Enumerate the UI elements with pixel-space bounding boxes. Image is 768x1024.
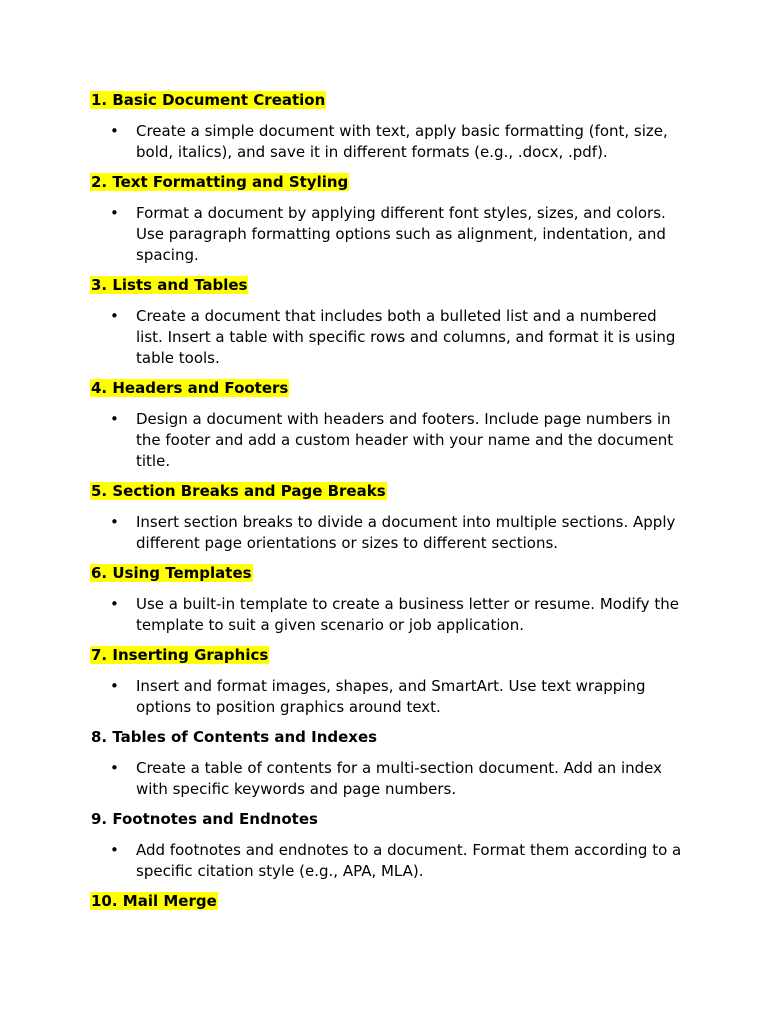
section-heading <box>90 378 690 399</box>
bullet-icon: • <box>110 410 119 428</box>
section-heading <box>90 172 690 193</box>
list-item-text: Insert section breaks to divide a document into multiple sections. Apply different page orientations or sizes to different sections. <box>136 513 676 552</box>
section-heading <box>90 90 690 111</box>
section-heading-text: 9. Footnotes and Endnotes <box>91 810 318 828</box>
section-spacer <box>90 912 690 922</box>
list-item <box>90 121 688 163</box>
document-section <box>90 727 690 800</box>
bullet-list <box>90 758 690 800</box>
document-section <box>90 563 690 636</box>
document-section <box>90 275 690 369</box>
bullet-icon: • <box>110 759 119 777</box>
section-heading <box>90 727 690 748</box>
list-item-text: Design a document with headers and footers. Include page numbers in the footer and add a custom header with your name and the document title. <box>136 410 674 470</box>
bullet-icon: • <box>110 841 119 859</box>
bullet-list <box>90 203 690 266</box>
bullet-list <box>90 306 690 369</box>
bullet-list <box>90 840 690 882</box>
section-heading-text: 2. Text Formatting and Styling <box>91 173 349 191</box>
section-heading <box>90 891 690 912</box>
section-heading <box>90 275 690 296</box>
document-section <box>90 891 690 922</box>
section-heading-text: 1. Basic Document Creation <box>91 91 326 109</box>
bullet-icon: • <box>110 307 119 325</box>
section-heading-text: 10. Mail Merge <box>91 892 217 910</box>
section-heading <box>90 481 690 502</box>
list-item-text: Use a built-in template to create a business letter or resume. Modify the template to suit a given scenario or job application. <box>136 595 679 634</box>
list-item <box>90 758 688 800</box>
list-item-text: Create a document that includes both a bulleted list and a numbered list. Insert a table with specific rows and columns, and format it is using table tools. <box>136 307 676 367</box>
document-section <box>90 481 690 554</box>
list-item <box>90 306 688 369</box>
section-heading-text: 6. Using Templates <box>91 564 252 582</box>
section-heading-text: 4. Headers and Footers <box>91 379 289 397</box>
bullet-list <box>90 512 690 554</box>
section-heading-text: 3. Lists and Tables <box>91 276 248 294</box>
section-heading <box>90 563 690 584</box>
document-section <box>90 172 690 266</box>
document-section <box>90 809 690 882</box>
document-section <box>90 645 690 718</box>
list-item-text: Create a table of contents for a multi-section document. Add an index with specific keywords and page numbers. <box>136 759 662 798</box>
list-item <box>90 512 688 554</box>
list-item <box>90 676 688 718</box>
list-item <box>90 409 688 472</box>
list-item-text: Format a document by applying different font styles, sizes, and colors. Use paragraph formatting options such as alignment, indentation, and spacing. <box>136 204 666 264</box>
list-item-text: Insert and format images, shapes, and SmartArt. Use text wrapping options to position graphics around text. <box>136 677 646 716</box>
section-heading <box>90 809 690 830</box>
bullet-icon: • <box>110 595 119 613</box>
bullet-icon: • <box>110 513 119 531</box>
bullet-list <box>90 409 690 472</box>
section-heading <box>90 645 690 666</box>
bullet-icon: • <box>110 122 119 140</box>
bullet-list <box>90 676 690 718</box>
list-item-text: Add footnotes and endnotes to a document. Format them according to a specific citation style (e.g., APA, MLA). <box>136 841 682 880</box>
bullet-list <box>90 594 690 636</box>
bullet-icon: • <box>110 677 119 695</box>
list-item <box>90 840 688 882</box>
bullet-icon: • <box>110 204 119 222</box>
section-heading-text: 7. Inserting Graphics <box>91 646 269 664</box>
section-heading-text: 8. Tables of Contents and Indexes <box>91 728 378 746</box>
list-item <box>90 203 688 266</box>
document-content <box>90 90 690 922</box>
list-item-text: Create a simple document with text, apply basic formatting (font, size, bold, italics), and save it in different formats (e.g., .docx, .pdf). <box>136 122 668 161</box>
document-section <box>90 90 690 163</box>
section-heading-text: 5. Section Breaks and Page Breaks <box>91 482 386 500</box>
document-section <box>90 378 690 472</box>
bullet-list <box>90 121 690 163</box>
list-item <box>90 594 688 636</box>
